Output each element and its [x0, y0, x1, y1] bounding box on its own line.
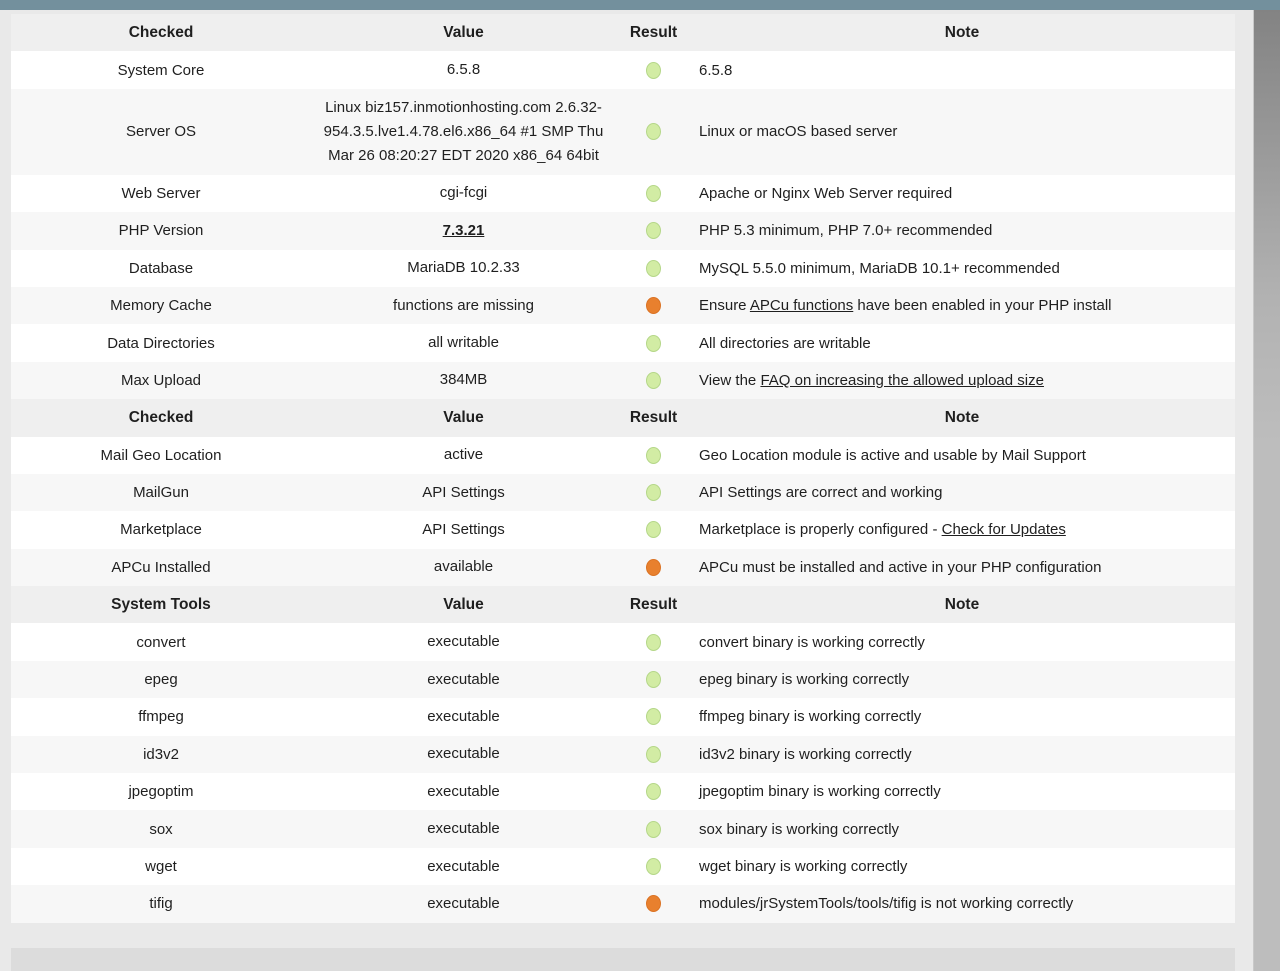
note-cell: wget binary is working correctly	[699, 858, 908, 875]
table-row	[11, 474, 1235, 511]
note-cell: APCu must be installed and active in your PHP configuration	[699, 558, 1102, 576]
column-header-note: Note	[944, 23, 980, 41]
status-ok-icon	[646, 123, 661, 140]
checked-cell: jpegoptim	[128, 783, 194, 801]
value-cell: executable	[427, 857, 500, 875]
window-side-gutter	[1253, 10, 1280, 971]
value-cell: executable	[427, 820, 500, 838]
table-row	[11, 511, 1235, 548]
value-cell: executable	[427, 894, 500, 912]
checked-cell: Max Upload	[120, 371, 202, 389]
result-cell	[616, 858, 691, 875]
status-ok-icon	[646, 372, 661, 389]
note-cell: jpegoptim binary is working correctly	[699, 783, 941, 801]
value-cell: executable	[427, 633, 500, 651]
result-cell	[616, 895, 691, 912]
column-header-checked: System Tools	[111, 595, 211, 613]
value-link[interactable]: 7.3.21	[442, 221, 485, 239]
note-cell: modules/jrSystemTools/tools/tifig is not working correctly	[699, 895, 1074, 913]
column-header-note: Note	[944, 408, 980, 426]
table-footer-strip	[11, 948, 1235, 971]
status-ok-icon	[646, 746, 661, 763]
status-ok-icon	[646, 447, 661, 464]
note-cell: API Settings are correct and working	[699, 484, 943, 502]
result-cell	[616, 123, 691, 140]
status-ok-icon	[646, 62, 661, 79]
note-link[interactable]: Check for Updates	[941, 521, 1066, 539]
status-ok-icon	[646, 260, 661, 277]
result-cell	[616, 447, 691, 464]
result-cell	[616, 62, 691, 79]
note-cell: Linux or macOS based server	[699, 123, 898, 141]
status-fail-icon	[646, 297, 661, 314]
system-check-table	[11, 14, 1235, 923]
table-row	[11, 287, 1235, 324]
table-row	[11, 362, 1235, 399]
table-row	[11, 437, 1235, 474]
result-cell	[616, 746, 691, 763]
note-cell: Apache or Nginx Web Server required	[699, 184, 953, 202]
result-cell	[616, 671, 691, 688]
value-cell: executable	[427, 782, 500, 800]
note-cell: All directories are writable	[699, 334, 871, 352]
value-cell: available	[433, 558, 494, 576]
table-row	[11, 661, 1235, 698]
status-ok-icon	[646, 821, 661, 838]
table-row	[11, 212, 1235, 249]
result-cell	[616, 484, 691, 501]
table-row	[11, 175, 1235, 212]
checked-cell: sox	[149, 820, 173, 838]
result-cell	[616, 821, 691, 838]
table-row	[11, 885, 1235, 922]
value-cell: all writable	[428, 334, 499, 352]
result-cell	[616, 185, 691, 202]
checked-cell: Database	[128, 259, 194, 277]
status-fail-icon	[646, 559, 661, 576]
table-row	[11, 250, 1235, 287]
status-ok-icon	[646, 671, 661, 688]
note-cell: sox binary is working correctly	[699, 820, 900, 838]
result-cell	[616, 297, 691, 314]
checked-cell: APCu Installed	[111, 558, 211, 576]
status-ok-icon	[646, 521, 661, 538]
table-row	[11, 51, 1235, 88]
result-cell	[616, 260, 691, 277]
checked-cell: Marketplace	[120, 521, 202, 539]
checked-cell: convert	[136, 633, 186, 651]
note-cell: Marketplace is properly configured - Check for Updates	[699, 521, 1066, 539]
result-cell	[616, 335, 691, 352]
value-cell: Linux biz157.inmotionhosting.com 2.6.32-954.3.5.lve1.4.78.el6.x86_64 #1 SMP Thu Mar 26 08:20:27 EDT 2020 x86_64 64bit	[323, 98, 604, 164]
result-cell	[616, 559, 691, 576]
note-cell: PHP 5.3 minimum, PHP 7.0+ recommended	[699, 222, 993, 240]
value-cell: cgi-fcgi	[439, 184, 488, 202]
status-ok-icon	[646, 185, 661, 202]
checked-cell: epeg	[144, 671, 178, 689]
note-cell: ffmpeg binary is working correctly	[699, 708, 922, 726]
table-row	[11, 623, 1235, 660]
window-top-bar	[0, 0, 1280, 10]
note-cell: Ensure APCu functions have been enabled in your PHP install	[699, 297, 1112, 315]
table-row	[11, 89, 1235, 175]
note-cell: convert binary is working correctly	[699, 633, 925, 651]
column-header-result: Result	[629, 408, 678, 426]
column-header-checked: Checked	[128, 408, 194, 426]
checked-cell: ffmpeg	[138, 708, 184, 726]
result-cell	[616, 708, 691, 725]
column-header-value: Value	[443, 595, 484, 613]
value-cell: 6.5.8	[446, 61, 481, 79]
column-header-note: Note	[944, 595, 980, 613]
result-cell	[616, 372, 691, 389]
note-cell: View the FAQ on increasing the allowed upload size	[699, 371, 1044, 389]
column-header-checked: Checked	[128, 23, 194, 41]
status-ok-icon	[646, 858, 661, 875]
value-cell: functions are missing	[393, 296, 534, 314]
value-cell: 384MB	[439, 371, 488, 389]
status-ok-icon	[646, 783, 661, 800]
checked-cell: tifig	[149, 895, 173, 913]
status-fail-icon	[646, 895, 661, 912]
column-header-result: Result	[629, 23, 678, 41]
checked-cell: MailGun	[133, 484, 189, 502]
value-cell: executable	[427, 745, 500, 763]
checked-cell: System Core	[117, 61, 205, 79]
result-cell	[616, 783, 691, 800]
table-header-row	[11, 399, 1235, 436]
note-cell: epeg binary is working correctly	[699, 671, 910, 689]
table-header-row	[11, 14, 1235, 51]
checked-cell: Web Server	[121, 184, 201, 202]
note-link[interactable]: APCu functions	[749, 297, 854, 315]
column-header-value: Value	[443, 23, 484, 41]
value-cell	[311, 219, 616, 243]
result-cell	[616, 222, 691, 239]
note-cell: MySQL 5.5.0 minimum, MariaDB 10.1+ recommended	[699, 259, 1060, 277]
value-cell: active	[443, 446, 484, 464]
status-ok-icon	[646, 335, 661, 352]
table-row	[11, 736, 1235, 773]
value-cell: executable	[427, 707, 500, 725]
value-cell: MariaDB 10.2.33	[407, 259, 520, 277]
status-ok-icon	[646, 222, 661, 239]
checked-cell: PHP Version	[118, 222, 204, 240]
result-cell	[616, 521, 691, 538]
table-row	[11, 810, 1235, 847]
value-cell: API Settings	[422, 520, 505, 538]
result-cell	[616, 634, 691, 651]
note-cell: 6.5.8	[699, 61, 733, 79]
table-row	[11, 324, 1235, 361]
table-row	[11, 848, 1235, 885]
checked-cell: Mail Geo Location	[100, 446, 222, 464]
note-cell: Geo Location module is active and usable by Mail Support	[699, 446, 1086, 464]
checked-cell: Memory Cache	[110, 297, 212, 315]
checked-cell: id3v2	[143, 745, 179, 763]
value-cell: executable	[427, 670, 500, 688]
column-header-value: Value	[443, 408, 484, 426]
status-ok-icon	[646, 484, 661, 501]
table-row	[11, 698, 1235, 735]
table-header-row	[11, 586, 1235, 623]
value-cell: API Settings	[422, 483, 505, 501]
checked-cell: Data Directories	[107, 334, 215, 352]
checked-cell: wget	[145, 858, 177, 875]
note-cell: id3v2 binary is working correctly	[699, 745, 912, 763]
table-row	[11, 773, 1235, 810]
status-ok-icon	[646, 708, 661, 725]
status-ok-icon	[646, 634, 661, 651]
checked-cell: Server OS	[125, 123, 197, 141]
note-link[interactable]: FAQ on increasing the allowed upload size	[760, 371, 1044, 389]
column-header-result: Result	[629, 595, 678, 613]
table-row	[11, 549, 1235, 586]
